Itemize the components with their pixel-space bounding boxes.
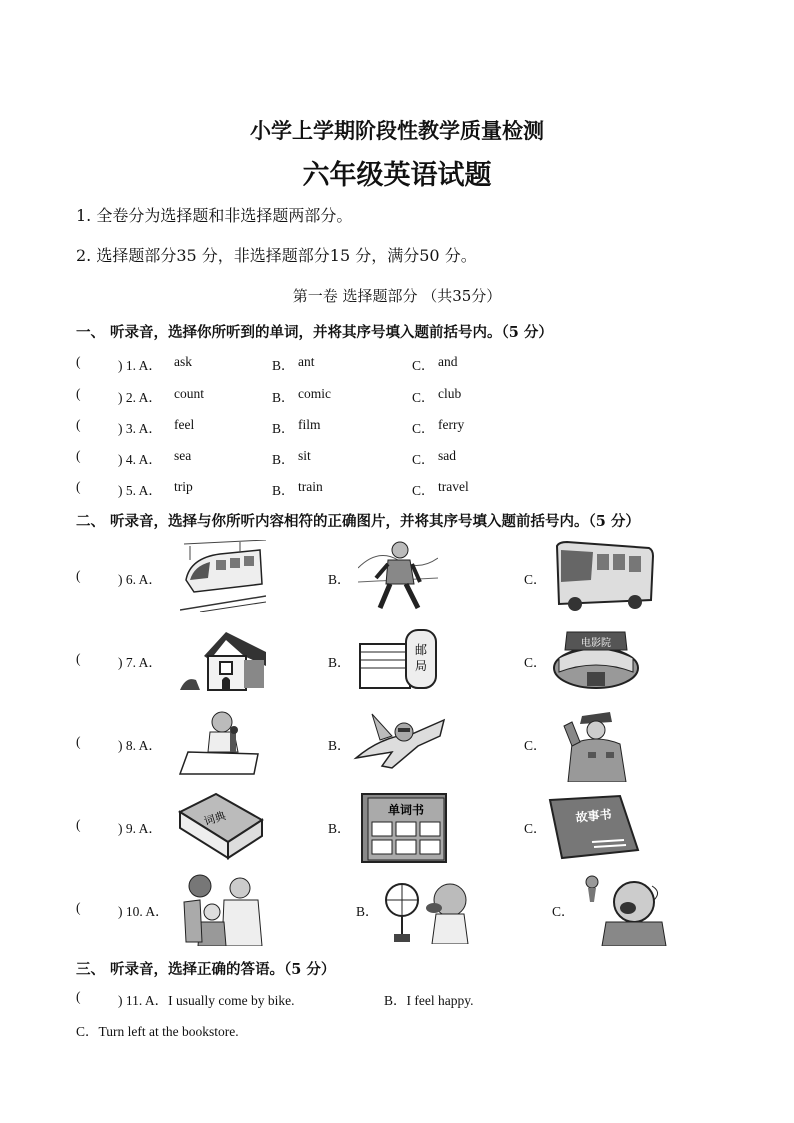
- option-b-label: B．: [356, 904, 379, 919]
- option-b: film: [298, 417, 321, 432]
- answer-paren[interactable]: (: [76, 568, 81, 583]
- crying-child-image[interactable]: [582, 872, 670, 946]
- word-book-image[interactable]: [360, 792, 448, 864]
- answer-paren[interactable]: (: [76, 900, 81, 915]
- exam-subtitle: 六年级英语试题: [302, 160, 492, 191]
- answer-paren[interactable]: (: [76, 354, 81, 369]
- post-office-image[interactable]: [358, 626, 440, 690]
- answer-paren[interactable]: (: [76, 989, 81, 1004]
- answer-paren[interactable]: (: [76, 417, 81, 432]
- dictionary-image[interactable]: [176, 792, 266, 860]
- answer-paren[interactable]: (: [76, 651, 81, 666]
- cinema-image[interactable]: [553, 628, 639, 690]
- cinema-text: 电影院: [581, 638, 611, 649]
- option-a: feel: [174, 417, 195, 432]
- option-b: sit: [298, 448, 311, 463]
- question-number: ) 5. A．: [118, 483, 162, 498]
- option-b-label: B．: [272, 483, 295, 498]
- question-number: ) 7. A．: [118, 655, 162, 670]
- option-b-label: B．: [272, 452, 295, 467]
- option-c-label: C．: [412, 390, 435, 405]
- question-11-option-b: B．I feel happy.: [384, 993, 474, 1008]
- question-number: ) 2. A．: [118, 390, 162, 405]
- option-b-label: B．: [272, 421, 295, 436]
- option-c-label: C．: [524, 655, 547, 670]
- option-c: club: [438, 386, 462, 401]
- note-2: 2. 选择题部分35 分，非选择题部分15 分，满分50 分。: [76, 246, 477, 265]
- question-number: ) 9. A．: [118, 821, 162, 836]
- question-number: ) 1. A．: [118, 358, 162, 373]
- dictionary-text: 词典: [202, 809, 228, 829]
- option-c-label: C．: [524, 738, 547, 753]
- option-a: count: [174, 386, 204, 401]
- option-a: sea: [174, 448, 192, 463]
- option-c-label: C．: [412, 358, 435, 373]
- answer-paren[interactable]: (: [76, 448, 81, 463]
- story-book-image[interactable]: [548, 794, 640, 860]
- answer-paren[interactable]: (: [76, 734, 81, 749]
- answer-paren[interactable]: (: [76, 817, 81, 832]
- section-1-title: 一、 听录音，选择你所听到的单词，并将其序号填入题前括号内。（5 分）: [76, 324, 553, 341]
- option-a: ask: [174, 354, 192, 369]
- post-office-text-2: 局: [414, 659, 428, 673]
- option-c: sad: [438, 448, 456, 463]
- option-c-label: C．: [412, 421, 435, 436]
- option-b-label: B．: [272, 390, 295, 405]
- option-b: ant: [298, 354, 315, 369]
- option-b: train: [298, 479, 323, 494]
- post-office-text-1: 邮: [414, 643, 428, 657]
- question-number: ) 4. A．: [118, 452, 162, 467]
- note-1: 1. 全卷分为选择题和非选择题两部分。: [76, 206, 353, 225]
- option-a: trip: [174, 479, 193, 494]
- question-11-option-a: ) 11. A．I usually come by bike.: [118, 993, 295, 1008]
- fan-hot-image[interactable]: [384, 874, 480, 944]
- boy-walking-image[interactable]: [358, 538, 438, 614]
- option-b-label: B．: [272, 358, 295, 373]
- question-number: ) 10. A．: [118, 904, 169, 919]
- option-c-label: C．: [524, 572, 547, 587]
- option-c: ferry: [438, 417, 465, 432]
- question-11-option-c: C．Turn left at the bookstore.: [76, 1024, 239, 1039]
- section-3-title: 三、 听录音，选择正确的答语。（5 分）: [76, 961, 336, 978]
- part-title: 第一卷 选择题部分 （共35分）: [292, 287, 502, 305]
- option-b: comic: [298, 386, 331, 401]
- option-c-label: C．: [412, 452, 435, 467]
- option-c: travel: [438, 479, 469, 494]
- answer-paren[interactable]: (: [76, 479, 81, 494]
- option-b-label: B．: [328, 738, 351, 753]
- story-book-text: 故事书: [574, 807, 613, 825]
- question-number: ) 3. A．: [118, 421, 162, 436]
- police-officer-image[interactable]: [554, 706, 632, 782]
- word-book-text: 单词书: [387, 803, 425, 817]
- question-number: ) 8. A．: [118, 738, 162, 753]
- option-c: and: [438, 354, 458, 369]
- question-number: ) 6. A．: [118, 572, 162, 587]
- answer-paren[interactable]: (: [76, 386, 81, 401]
- train-image[interactable]: [180, 540, 266, 612]
- exam-title: 小学上学期阶段性教学质量检测: [250, 118, 544, 143]
- pilot-plane-image[interactable]: [352, 706, 448, 774]
- house-image[interactable]: [180, 626, 268, 692]
- bus-image[interactable]: [553, 540, 655, 612]
- scientist-image[interactable]: [178, 708, 260, 776]
- option-b-label: B．: [328, 821, 351, 836]
- section-2-title: 二、 听录音，选择与你所听内容相符的正确图片，并将其序号填入题前括号内。（5 分）: [76, 513, 640, 530]
- option-b-label: B．: [328, 572, 351, 587]
- doctor-family-image[interactable]: [180, 872, 266, 946]
- option-c-label: C．: [412, 483, 435, 498]
- option-c-label: C．: [552, 904, 575, 919]
- option-c-label: C．: [524, 821, 547, 836]
- option-b-label: B．: [328, 655, 351, 670]
